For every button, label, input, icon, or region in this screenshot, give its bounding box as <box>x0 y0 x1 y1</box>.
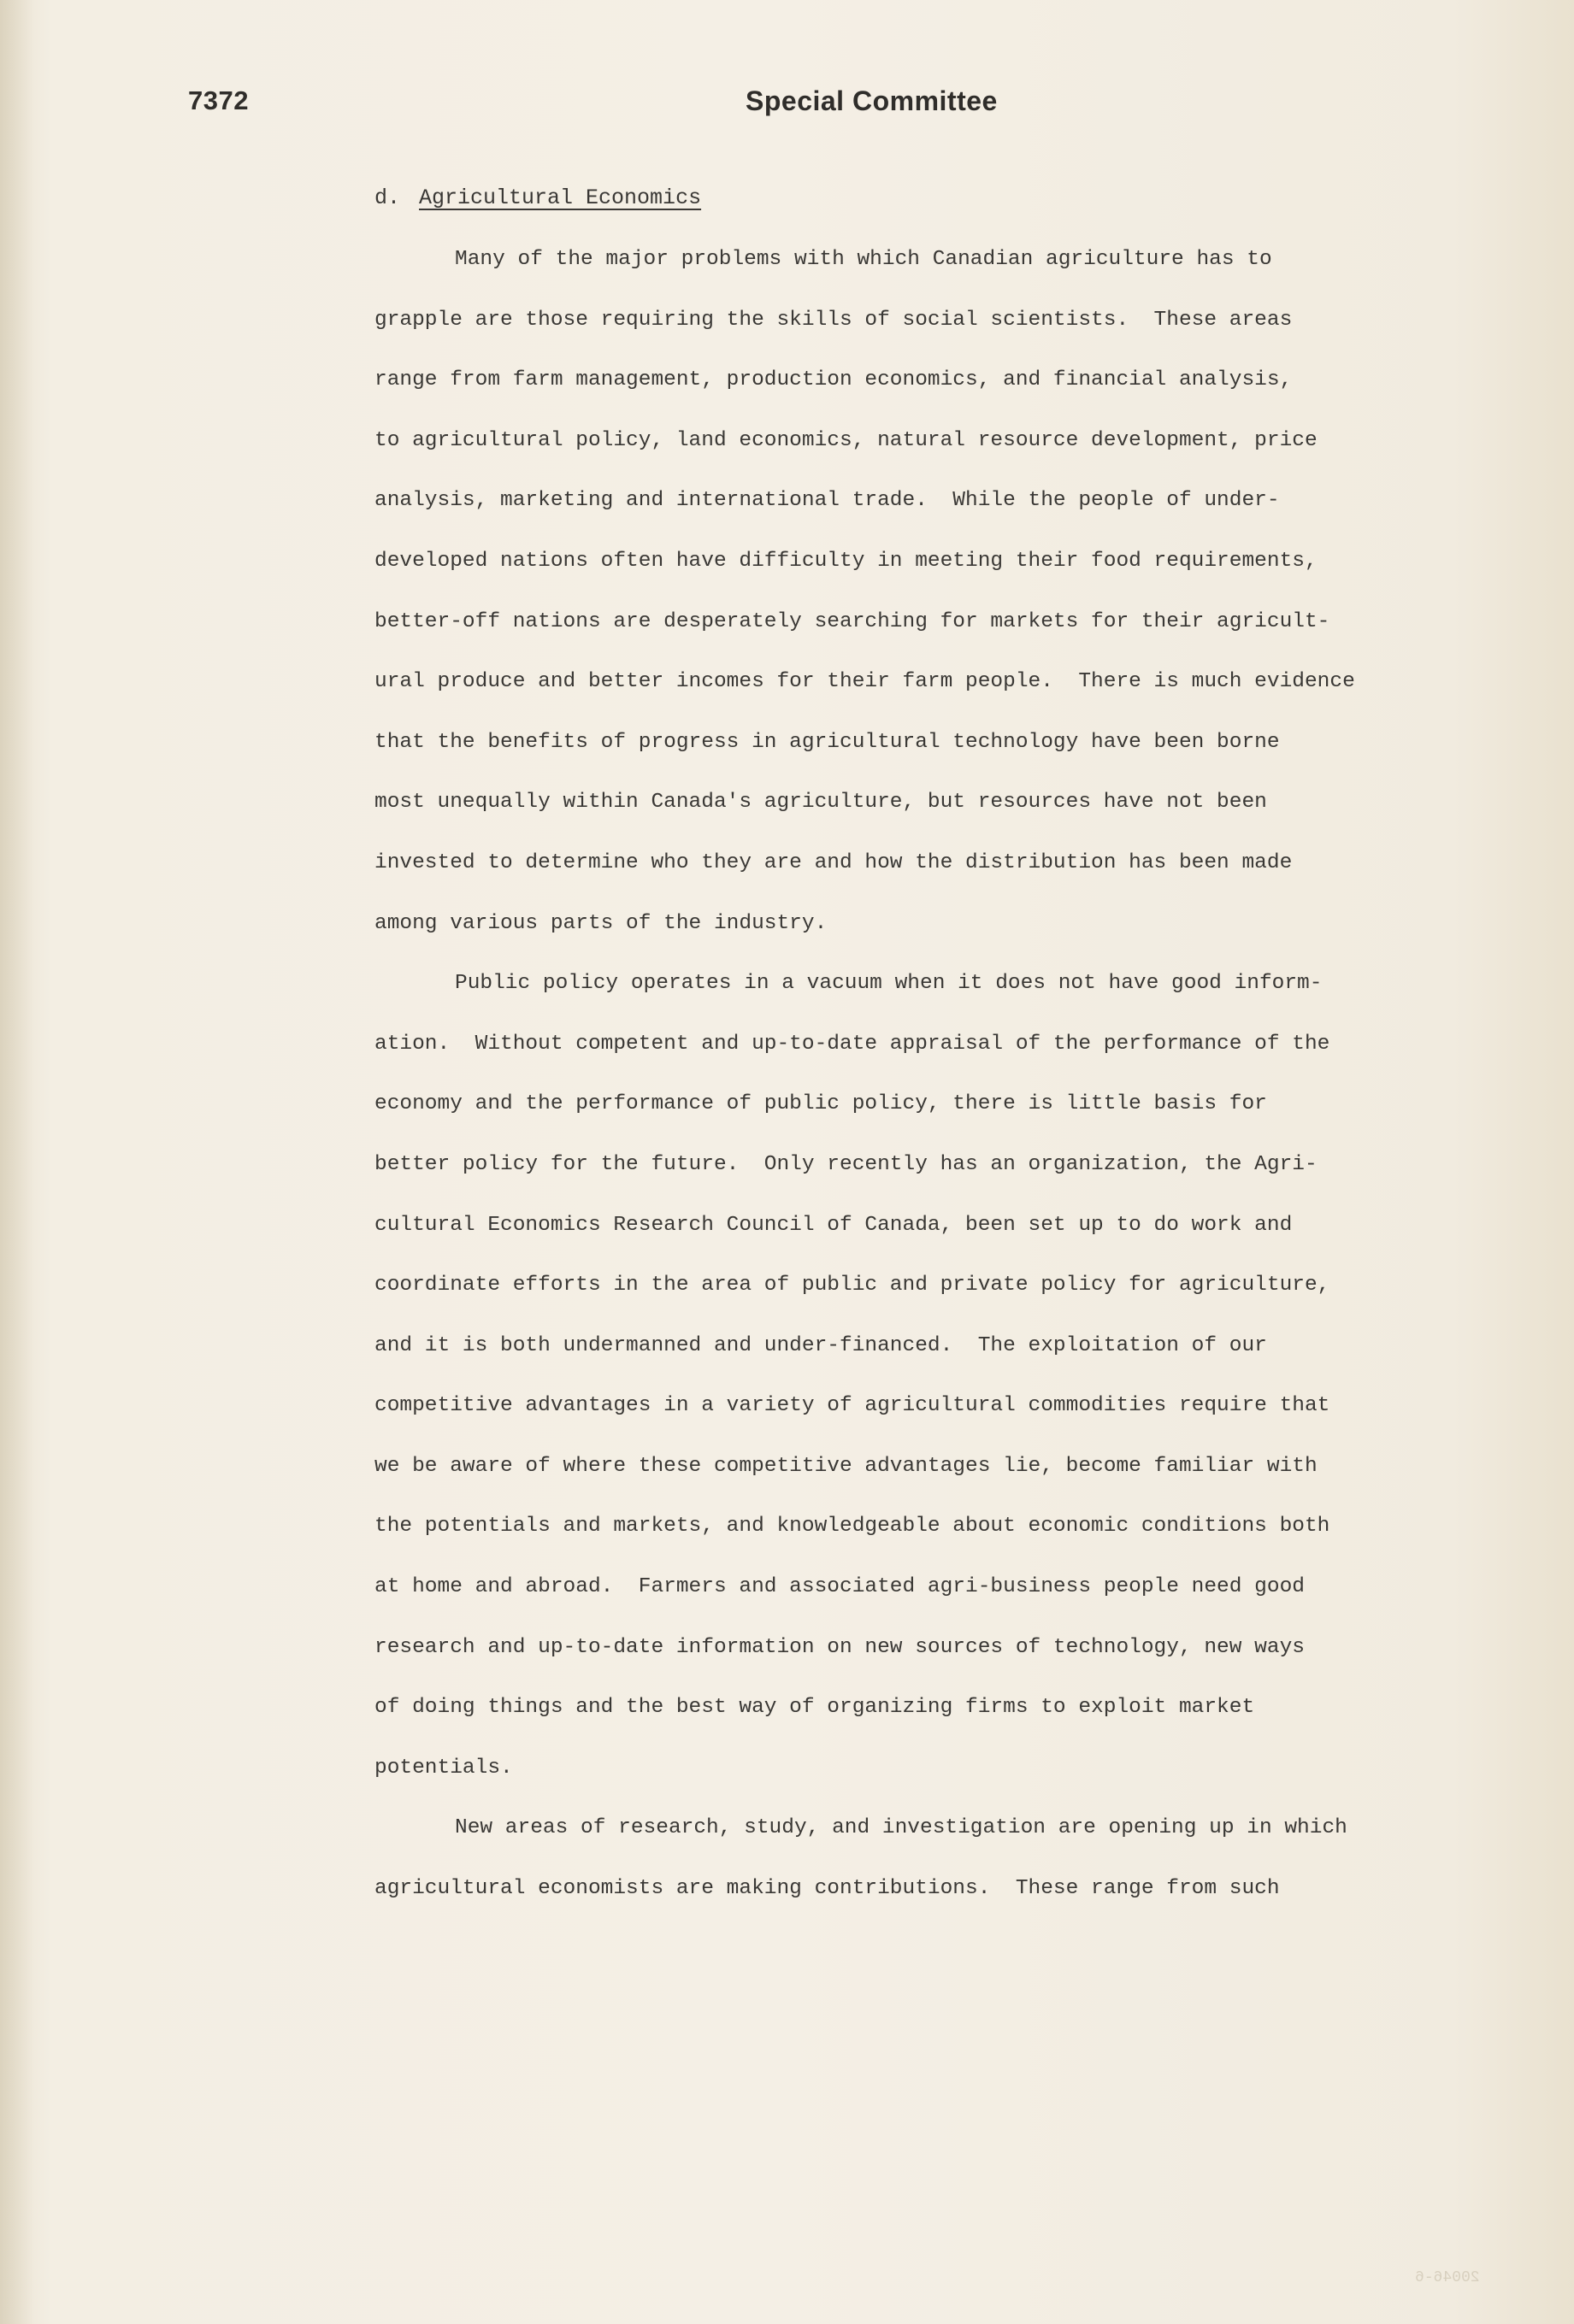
body-line: potentials. <box>374 1756 513 1780</box>
section-title: Agricultural Economics <box>419 185 702 210</box>
body-line: research and up-to-date information on new sources of technology, new ways <box>374 1635 1305 1659</box>
body-line: economy and the performance of public policy, there is little basis for <box>374 1092 1267 1116</box>
body-line: Many of the major problems with which Canadian agriculture has to <box>455 248 1272 271</box>
body-line: coordinate efforts in the area of public and private policy for agriculture, <box>374 1274 1330 1297</box>
body-line: better policy for the future. Only recently has an organization, the Agri- <box>374 1152 1318 1176</box>
body-line: among various parts of the industry. <box>374 911 828 935</box>
body-line: ation. Without competent and up-to-date appraisal of the performance of the <box>374 1032 1330 1056</box>
page-number: 7372 <box>188 85 249 115</box>
body-line: cultural Economics Research Council of Canada, been set up to do work and <box>374 1213 1293 1237</box>
footer-mark: 20046-6 <box>1415 2269 1480 2286</box>
body-line: and it is both undermanned and under-financed. The exploitation of our <box>374 1333 1267 1357</box>
body-line: ural produce and better incomes for their farm people. There is much evidence <box>374 670 1355 694</box>
body-line: competitive advantages in a variety of agricultural commodities require that <box>374 1394 1330 1418</box>
page-edge-shadow <box>0 0 34 2324</box>
body-line: at home and abroad. Farmers and associated agri-business people need good <box>374 1575 1305 1599</box>
body-line: range from farm management, production economics, and financial analysis, <box>374 368 1293 392</box>
body-text <box>374 239 1418 1929</box>
body-line: grapple are those requiring the skills of social scientists. These areas <box>374 308 1293 332</box>
body-line: to agricultural policy, land economics, natural resource development, price <box>374 428 1318 452</box>
body-line: Public policy operates in a vacuum when it does not have good inform- <box>455 972 1323 996</box>
body-line: that the benefits of progress in agricultural technology have been borne <box>374 730 1280 754</box>
body-line: agricultural economists are making contributions. These range from such <box>374 1877 1280 1901</box>
section-heading <box>374 185 701 210</box>
body-line: New areas of research, study, and investigation are opening up in which <box>455 1816 1347 1840</box>
body-line: we be aware of where these competitive advantages lie, become familiar with <box>374 1454 1318 1478</box>
body-line: the potentials and markets, and knowledgeable about economic conditions both <box>374 1515 1330 1539</box>
body-line: of doing things and the best way of organizing firms to exploit market <box>374 1696 1255 1720</box>
body-line: most unequally within Canada's agriculture, but resources have not been <box>374 791 1267 815</box>
body-line: invested to determine who they are and how the distribution has been made <box>374 850 1293 874</box>
body-line: developed nations often have difficulty in meeting their food requirements, <box>374 549 1318 573</box>
section-letter: d. <box>374 185 401 210</box>
running-head: Special Committee <box>746 85 998 116</box>
body-line: better-off nations are desperately searching for markets for their agricult- <box>374 609 1330 633</box>
body-line: analysis, marketing and international trade. While the people of under- <box>374 489 1280 513</box>
